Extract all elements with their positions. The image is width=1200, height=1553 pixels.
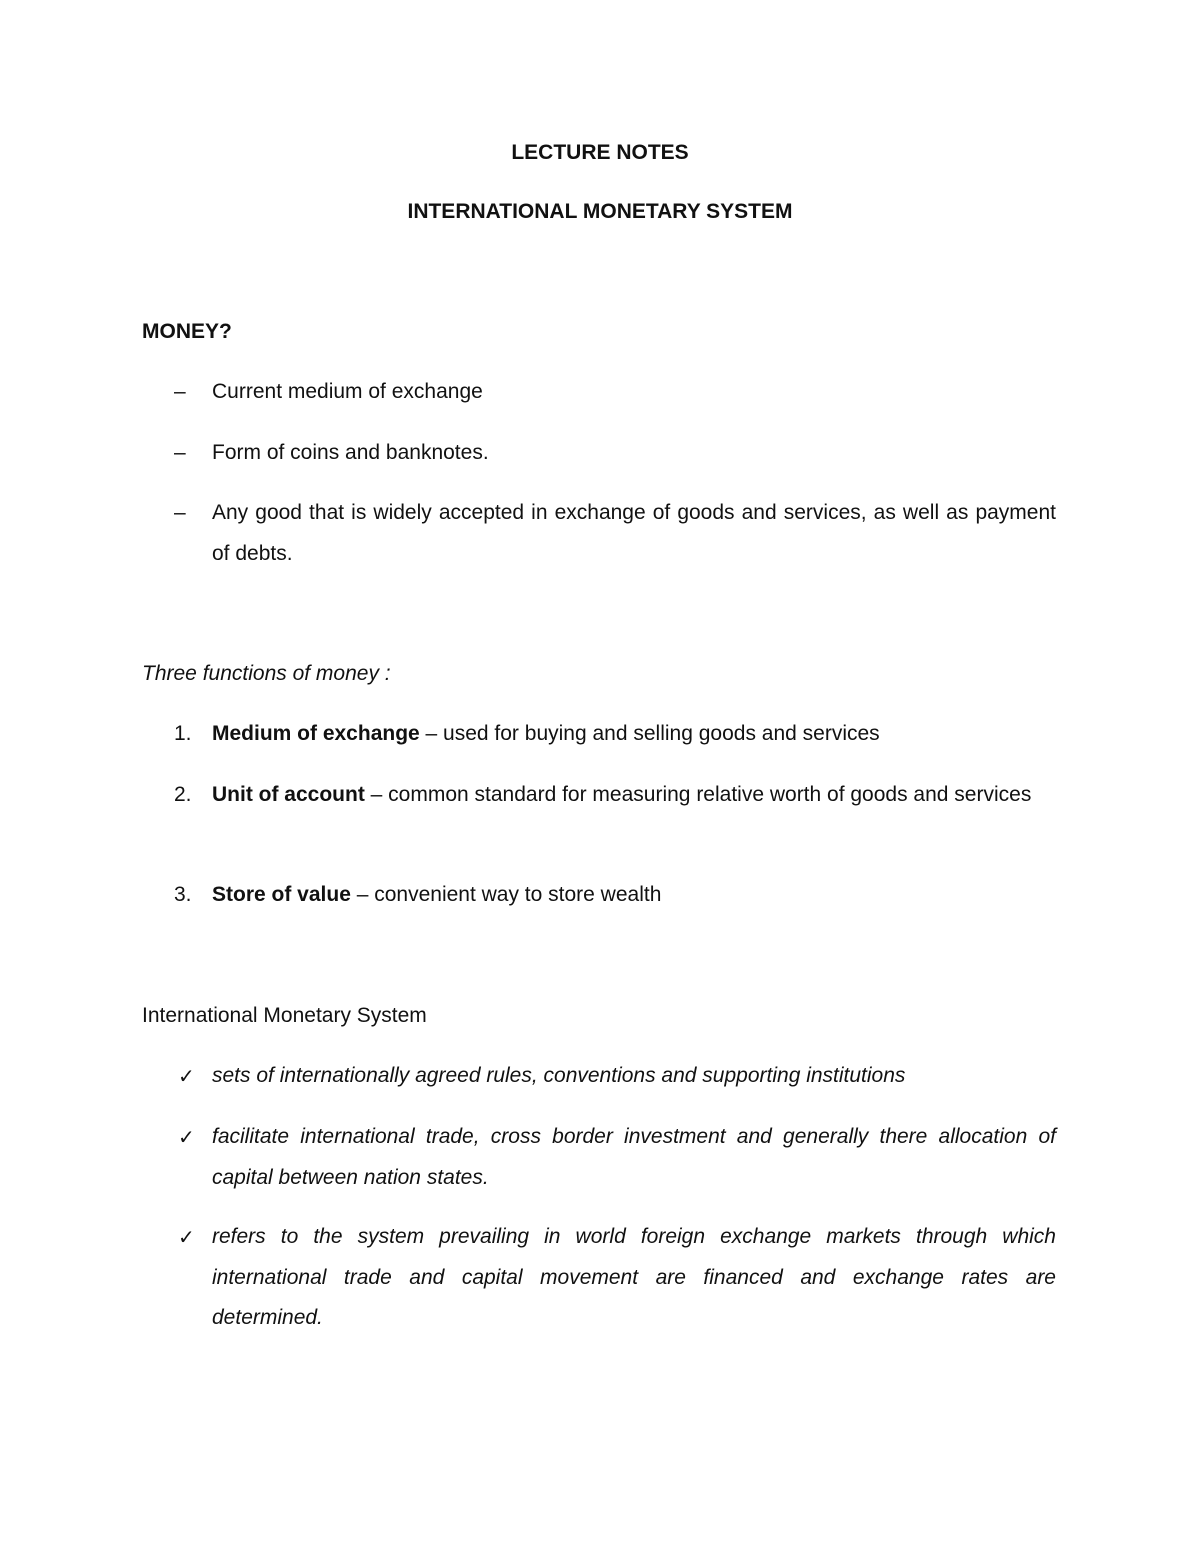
list-number: 3. bbox=[174, 883, 192, 906]
list-number: 2. bbox=[174, 783, 192, 806]
money-item-text: Any good that is widely accepted in exchange of goods and services, as well as payment of debts. bbox=[212, 501, 1056, 565]
ims-list-item bbox=[142, 1217, 1056, 1339]
dash-bullet: – bbox=[174, 441, 186, 464]
document-subtitle: INTERNATIONAL MONETARY SYSTEM bbox=[407, 200, 793, 223]
check-icon: ✓ bbox=[178, 1064, 195, 1088]
check-icon: ✓ bbox=[178, 1125, 195, 1149]
money-item-text: Current medium of exchange bbox=[212, 380, 483, 403]
money-item-text: Form of coins and banknotes. bbox=[212, 441, 489, 464]
money-heading: MONEY? bbox=[142, 320, 232, 343]
functions-intro: Three functions of money : bbox=[142, 662, 391, 685]
dash-bullet: – bbox=[174, 501, 186, 524]
ims-list-item bbox=[142, 1056, 1056, 1097]
dash-bullet: – bbox=[174, 380, 186, 403]
function-entry bbox=[212, 775, 1056, 816]
function-entry bbox=[212, 875, 1056, 916]
function-term: Store of value bbox=[212, 883, 351, 906]
function-term: Unit of account bbox=[212, 783, 365, 806]
list-number: 1. bbox=[174, 722, 192, 745]
document-title: LECTURE NOTES bbox=[511, 141, 689, 164]
functions-list-item bbox=[142, 775, 1056, 816]
function-description: – used for buying and selling goods and services bbox=[419, 722, 880, 745]
function-entry bbox=[212, 714, 1056, 755]
ims-list-item bbox=[142, 1117, 1056, 1198]
money-list-item bbox=[142, 433, 1056, 474]
function-description: – common standard for measuring relative worth of goods and services bbox=[364, 783, 1032, 806]
ims-item-text: facilitate international trade, cross border investment and generally there allocation of capital between nation states. bbox=[212, 1125, 1056, 1189]
function-description: – convenient way to store wealth bbox=[350, 883, 662, 906]
ims-item-text: refers to the system prevailing in world foreign exchange markets through which international trade and capital movement are financed and exchange rates are determined. bbox=[212, 1225, 1056, 1329]
money-list-item bbox=[142, 493, 1056, 574]
check-icon: ✓ bbox=[178, 1225, 195, 1249]
function-term: Medium of exchange bbox=[212, 722, 420, 745]
functions-list-item bbox=[142, 714, 1056, 755]
ims-heading: International Monetary System bbox=[142, 1004, 427, 1027]
money-list-item bbox=[142, 372, 1056, 413]
functions-list-item bbox=[142, 875, 1056, 916]
ims-item-text: sets of internationally agreed rules, conventions and supporting institutions bbox=[212, 1064, 906, 1087]
